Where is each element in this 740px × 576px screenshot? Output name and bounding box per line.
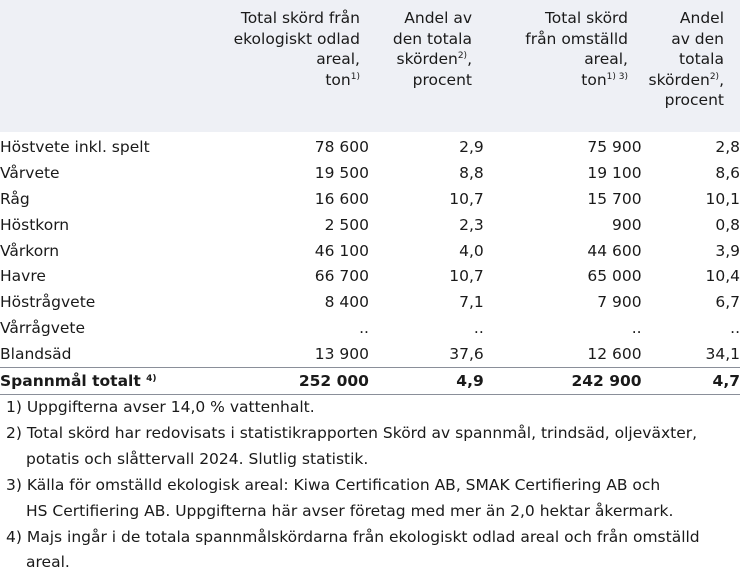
- cell-ecological-harvest: 46 100: [314, 241, 369, 260]
- cell-ecological-harvest: 13 900: [314, 345, 369, 364]
- header-line: Andel: [679, 9, 724, 27]
- table-row: [0, 186, 740, 212]
- cell-ecological-harvest: 19 500: [314, 163, 369, 182]
- header-line: [198, 70, 360, 91]
- cell-ecological-harvest: 2 500: [324, 215, 369, 234]
- cell-ecological-harvest: 66 700: [314, 267, 369, 286]
- row-label: Råg: [0, 189, 30, 208]
- footnote-4: 4) Majs ingår i de totala spannmålskördarna från ekologiskt odlad areal och från omställd: [6, 527, 700, 546]
- footnote-ref: 2): [709, 71, 720, 82]
- header-line: procent: [664, 91, 724, 110]
- cell-converted-harvest: 65 000: [587, 267, 642, 286]
- total-ecological-share: 4,9: [369, 368, 484, 395]
- cell-ecological-share: 10,7: [449, 267, 484, 286]
- header-text: ton: [325, 70, 351, 89]
- header-col-ecological-share: [370, 8, 472, 90]
- row-label: Vårrågvete: [0, 319, 86, 338]
- header-line: Andel av: [404, 9, 472, 27]
- row-label: Havre: [0, 267, 46, 286]
- footnote-3-continued: HS Certifiering AB. Uppgifterna här avser företag med mer än 2,0 hektar åkermark.: [26, 501, 674, 520]
- row-label: Vårkorn: [0, 241, 60, 260]
- total-ecological-harvest: 252 000: [217, 368, 369, 395]
- cell-converted-harvest: 19 100: [587, 163, 642, 182]
- footnotes: [6, 395, 734, 576]
- cell-converted-share: 2,8: [715, 137, 740, 156]
- cell-ecological-share: 7,1: [459, 293, 484, 312]
- row-label: Blandsäd: [0, 345, 72, 364]
- cell-ecological-harvest: 8 400: [324, 293, 369, 312]
- cell-converted-share: 10,1: [705, 189, 740, 208]
- footnote-ref: 1): [350, 71, 360, 82]
- cell-ecological-share: 4,0: [459, 241, 484, 260]
- header-text: skörden: [648, 70, 710, 89]
- cell-converted-share: 3,9: [715, 241, 740, 260]
- table-row: [0, 160, 740, 186]
- header-col-converted-harvest: [490, 8, 628, 90]
- header-line: [370, 49, 472, 70]
- header-line: totala: [679, 50, 724, 69]
- cell-converted-harvest: 7 900: [597, 293, 642, 312]
- cell-ecological-share: 8,8: [459, 163, 484, 182]
- cell-converted-share: 10,4: [705, 267, 740, 286]
- cell-converted-share: ..: [730, 319, 740, 338]
- cell-converted-harvest: ..: [631, 319, 642, 338]
- cell-ecological-harvest: 78 600: [314, 137, 369, 156]
- total-row: [0, 368, 740, 395]
- header-text: ton: [581, 70, 607, 89]
- header-line: [636, 70, 724, 91]
- header-line: den totala: [392, 29, 472, 48]
- cell-ecological-harvest: 16 600: [314, 189, 369, 208]
- cell-ecological-share: 2,9: [459, 137, 484, 156]
- cell-converted-harvest: 900: [611, 215, 642, 234]
- total-label: [0, 368, 217, 395]
- footnote-2: 2) Total skörd har redovisats i statistikrapporten Skörd av spannmål, trindsäd, oljeväxter,: [6, 423, 698, 442]
- table-row: [0, 341, 740, 367]
- table-header: [0, 0, 740, 132]
- header-line: Total skörd från: [240, 9, 360, 27]
- cell-ecological-share: 2,3: [459, 215, 484, 234]
- header-text: ,: [467, 50, 472, 69]
- cell-ecological-harvest: ..: [359, 319, 369, 338]
- cell-ecological-share: 10,7: [449, 189, 484, 208]
- header-line: av den: [671, 29, 724, 48]
- footnote-ref: 1) 3): [606, 71, 628, 82]
- table-row: [0, 289, 740, 315]
- table-row: [0, 212, 740, 238]
- total-label-text: Spannmål totalt: [0, 371, 141, 390]
- header-text: ,: [719, 70, 724, 89]
- cell-ecological-share: ..: [473, 319, 484, 338]
- data-table: [0, 134, 740, 395]
- cell-converted-share: 34,1: [705, 345, 740, 364]
- row-label: Höstrågvete: [0, 293, 96, 312]
- cell-converted-harvest: 75 900: [587, 137, 642, 156]
- cell-converted-share: 0,8: [715, 215, 740, 234]
- table-row: [0, 315, 740, 341]
- cell-converted-harvest: 15 700: [587, 189, 642, 208]
- cell-converted-share: 8,6: [715, 163, 740, 182]
- header-line: Total skörd: [544, 9, 628, 27]
- header-text: skörden: [396, 50, 458, 69]
- header-line: ekologiskt odlad: [233, 29, 360, 48]
- header-line: från omställd: [525, 29, 628, 48]
- cell-ecological-share: 37,6: [449, 345, 484, 364]
- cell-converted-harvest: 12 600: [587, 345, 642, 364]
- footnote-1: 1) Uppgifterna avser 14,0 % vattenhalt.: [6, 398, 315, 416]
- row-label: Höstvete inkl. spelt: [0, 137, 150, 156]
- footnote-ref: 4): [146, 373, 157, 384]
- cell-converted-share: 6,7: [715, 293, 740, 312]
- row-label: Vårvete: [0, 163, 60, 182]
- total-converted-harvest: 242 900: [484, 368, 642, 395]
- table-row: [0, 263, 740, 289]
- footnote-ref: 2): [457, 51, 468, 62]
- header-line: areal,: [316, 50, 360, 69]
- header-line: [490, 70, 628, 91]
- header-line: areal,: [584, 50, 628, 69]
- table-row: [0, 238, 740, 264]
- cell-converted-harvest: 44 600: [587, 241, 642, 260]
- footnote-2-continued: potatis och slåttervall 2024. Slutlig statistik.: [26, 449, 369, 468]
- total-converted-share: 4,7: [642, 368, 740, 395]
- footnote-3: 3) Källa för omställd ekologisk areal: Kiwa Certification AB, SMAK Certifiering AB och: [6, 475, 661, 494]
- table-row: [0, 134, 740, 160]
- footnote-4-continued: areal.: [26, 553, 70, 572]
- row-label: Höstkorn: [0, 215, 70, 234]
- header-line: procent: [412, 70, 472, 89]
- header-col-ecological-harvest: [198, 8, 360, 90]
- header-col-converted-share: [636, 8, 724, 111]
